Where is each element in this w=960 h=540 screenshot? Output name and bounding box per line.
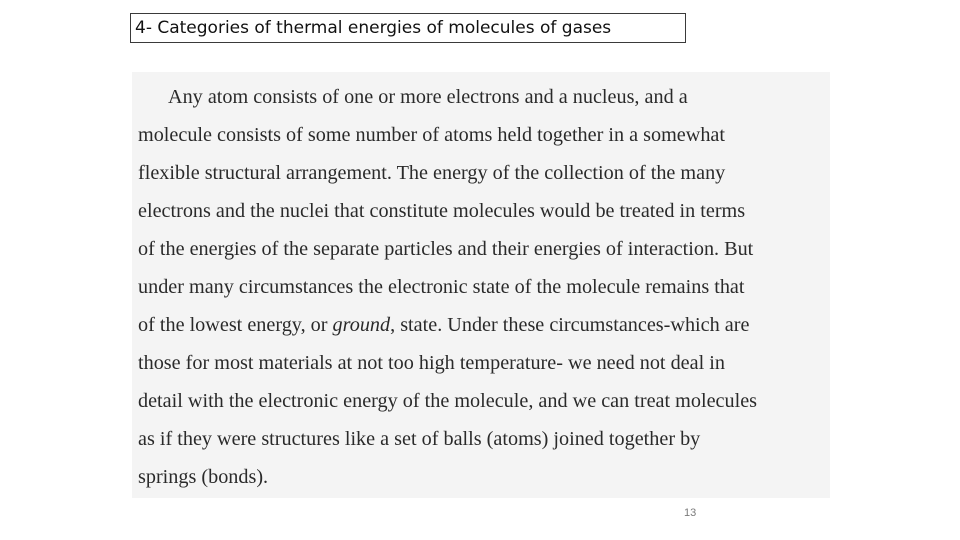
text-line: of the energies of the separate particles and their energies of interaction. But — [138, 238, 754, 260]
text-line: under many circumstances the electronic state of the molecule remains that — [138, 276, 745, 298]
scanned-paragraph — [138, 78, 826, 496]
text-line: molecule consists of some number of atoms held together in a somewhat — [138, 124, 725, 146]
scanned-text-image — [132, 72, 830, 498]
text-line: flexible structural arrangement. The energy of the collection of the many — [138, 162, 726, 184]
text-line: as if they were structures like a set of balls (atoms) joined together by — [138, 428, 701, 450]
text-line: electrons and the nuclei that constitute molecules would be treated in terms — [138, 200, 746, 222]
text-line: those for most materials at not too high temperature- we need not deal in — [138, 352, 725, 374]
text-line: detail with the electronic energy of the molecule, and we can treat molecules — [138, 390, 758, 412]
page-number: 13 — [684, 507, 697, 519]
italic-term: ground — [332, 314, 391, 336]
text-line — [138, 306, 826, 344]
text-segment: of the lowest energy, or — [138, 314, 328, 336]
slide-title: 4- Categories of thermal energies of molecules of gases — [130, 13, 686, 43]
text-line: Any atom consists of one or more electrons and a nucleus, and a — [168, 86, 688, 108]
text-line: springs (bonds). — [138, 466, 269, 488]
text-segment: , state. Under these circumstances-which are — [390, 314, 750, 336]
